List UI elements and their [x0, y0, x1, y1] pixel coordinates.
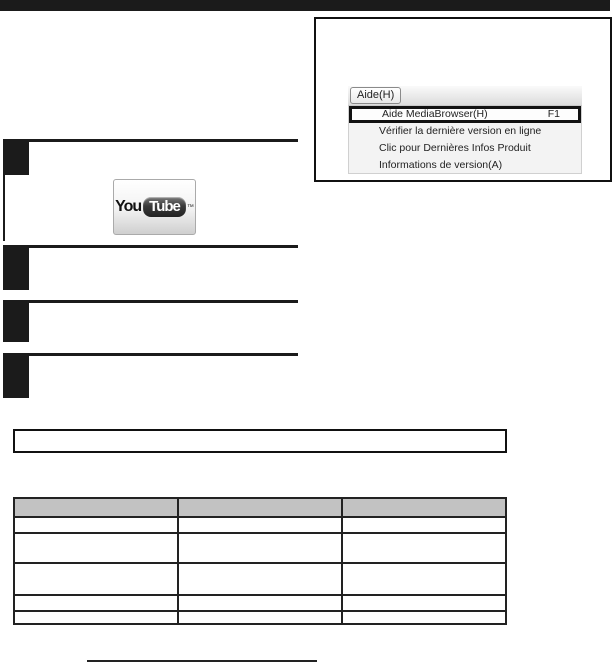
page-header-bar [0, 0, 610, 11]
menu-aide-tab: Aide(H) [350, 87, 401, 104]
table-header-cell [178, 498, 342, 517]
step-connector-line [3, 175, 5, 241]
menu-item-dernieres-infos [349, 140, 581, 157]
table-cell [14, 563, 178, 595]
table-cell [14, 611, 178, 624]
step-marker-1 [3, 139, 29, 175]
step-divider-line [3, 245, 298, 248]
table-cell [178, 611, 342, 624]
table-cell [342, 563, 506, 595]
table-cell [14, 595, 178, 611]
table-row [14, 533, 506, 563]
footnote-rule [87, 660, 317, 662]
step-divider-line [3, 300, 298, 303]
youtube-logo-you-text: You [115, 198, 142, 215]
table-cell [342, 595, 506, 611]
table-row [14, 517, 506, 533]
menu-item-aide-mediabrowser [349, 106, 581, 123]
spec-table [13, 497, 507, 625]
table-cell [342, 533, 506, 563]
trademark-symbol: ™ [186, 203, 194, 211]
menu-item-label: Aide MediaBrowser(H) [382, 108, 488, 120]
table-row [14, 611, 506, 624]
step-marker-2 [3, 246, 29, 290]
table-row [14, 595, 506, 611]
menu-item-label: Informations de version(A) [379, 159, 503, 171]
menu-item-shortcut: F1 [547, 108, 560, 120]
step-divider-line [3, 353, 298, 356]
note-box [13, 429, 507, 453]
table-cell [178, 517, 342, 533]
step-marker-3 [3, 301, 29, 342]
table-header-cell [342, 498, 506, 517]
table-cell [342, 517, 506, 533]
table-header-cell [14, 498, 178, 517]
menu-item-label: Vérifier la dernière version en ligne [379, 125, 542, 137]
step-marker-4 [3, 354, 29, 398]
help-dropdown-menu [348, 106, 582, 174]
menu-item-label: Clic pour Dernières Infos Produit [379, 142, 531, 154]
menu-item-informations-version [349, 157, 581, 174]
help-menu-screenshot-frame [314, 17, 612, 182]
menu-bar [348, 86, 582, 106]
table-cell [178, 595, 342, 611]
table-header-row [14, 498, 506, 517]
table-cell [178, 563, 342, 595]
youtube-logo-tube-badge: Tube [143, 197, 186, 217]
table-cell [14, 517, 178, 533]
menu-item-verifier-version [349, 123, 581, 140]
step-divider-line [3, 139, 298, 142]
table-row [14, 563, 506, 595]
table-cell [14, 533, 178, 563]
table-cell [342, 611, 506, 624]
youtube-logo [113, 179, 196, 235]
table-cell [178, 533, 342, 563]
